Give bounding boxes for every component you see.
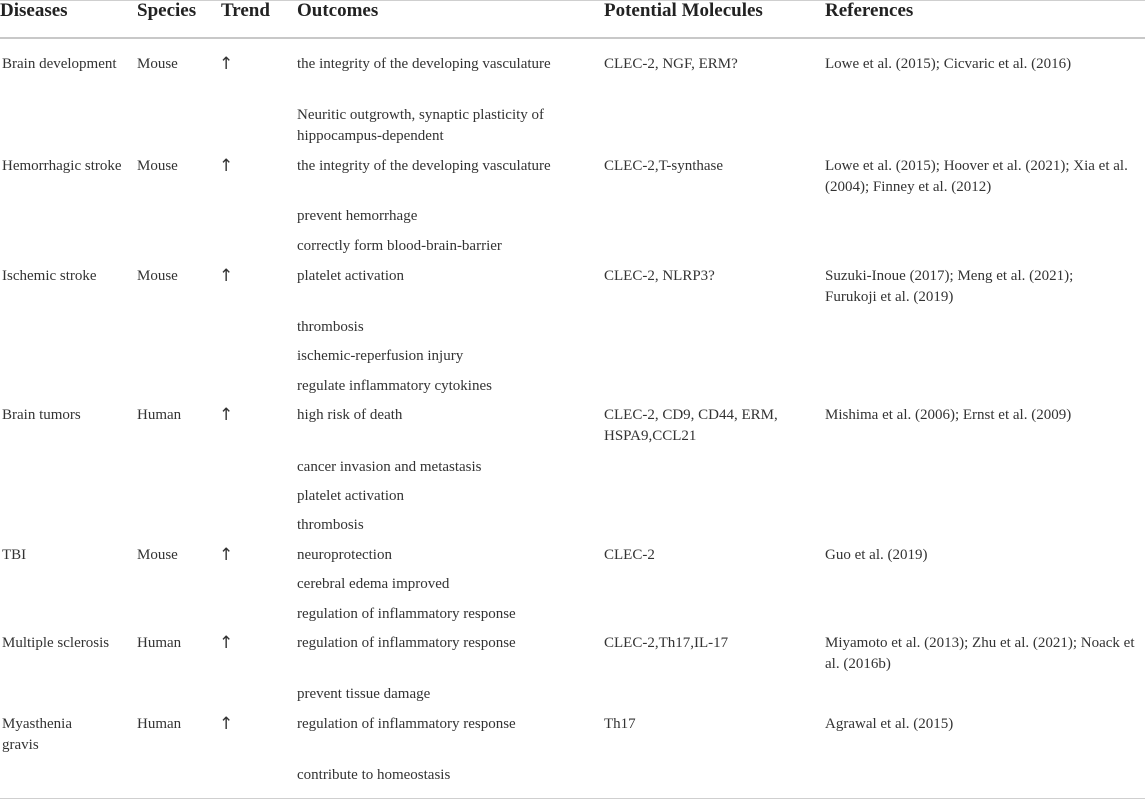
species-cell: Mouse — [137, 547, 178, 563]
header-potential-molecules: Potential Molecules — [604, 0, 763, 21]
header-references: References — [825, 0, 914, 21]
molecules-cell: CLEC-2, NGF, ERM? — [604, 56, 738, 72]
table-bottom-rule — [0, 798, 1145, 799]
outcome-item: platelet activation — [297, 488, 405, 504]
molecules-cell: CLEC-2 — [604, 547, 655, 563]
trend-up-icon: ↑ — [219, 714, 234, 734]
outcome-item: regulation of inflammatory response — [297, 606, 516, 622]
molecules-cell: CLEC-2, CD9, CD44, ERM, HSPA9,CCL21 — [604, 407, 778, 444]
molecules-cell: Th17 — [604, 716, 636, 732]
disease-cell: Multiple sclerosis — [2, 635, 110, 651]
trend-up-icon: ↑ — [219, 405, 234, 425]
trend-up-icon: ↑ — [219, 545, 234, 565]
header-species: Species — [137, 0, 197, 21]
outcome-item: thrombosis — [297, 319, 364, 335]
molecules-cell: CLEC-2,Th17,IL-17 — [604, 635, 729, 651]
outcome-item: neuroprotection — [297, 547, 392, 563]
species-cell: Human — [137, 716, 182, 732]
trend-up-icon: ↑ — [219, 54, 234, 74]
outcome-item: high risk of death — [297, 407, 403, 423]
disease-cell: Brain development — [2, 56, 117, 72]
species-cell: Mouse — [137, 56, 178, 72]
outcome-item: prevent hemorrhage — [297, 208, 418, 224]
header-trend: Trend — [221, 0, 270, 21]
references-cell: Suzuki-Inoue (2017); Meng et al. (2021); Furukoji et al. (2019) — [825, 268, 1074, 305]
references-cell: Lowe et al. (2015); Hoover et al. (2021); Xia et al. (2004); Finney et al. (2012) — [825, 158, 1128, 195]
disease-cell: Brain tumors — [2, 407, 81, 423]
outcome-item: cerebral edema improved — [297, 576, 450, 592]
header-diseases: Diseases — [0, 0, 68, 21]
outcome-item: thrombosis — [297, 517, 364, 533]
outcome-item: regulation of inflammatory response — [297, 635, 516, 651]
species-cell: Human — [137, 407, 182, 423]
references-cell: Guo et al. (2019) — [825, 547, 928, 563]
references-cell: Mishima et al. (2006); Ernst et al. (2009) — [825, 407, 1072, 423]
header-rule — [0, 37, 1145, 39]
outcome-item: prevent tissue damage — [297, 686, 431, 702]
species-cell: Human — [137, 635, 182, 651]
disease-cell: TBI — [2, 547, 27, 563]
outcome-item: contribute to homeostasis — [297, 767, 451, 783]
outcome-item: regulation of inflammatory response — [297, 716, 516, 732]
outcome-item: the integrity of the developing vasculature — [297, 56, 551, 72]
outcome-item: correctly form blood-brain-barrier — [297, 238, 502, 254]
molecules-cell: CLEC-2, NLRP3? — [604, 268, 715, 284]
trend-up-icon: ↑ — [219, 156, 234, 176]
outcome-item: cancer invasion and metastasis — [297, 459, 482, 475]
header-outcomes: Outcomes — [297, 0, 379, 21]
outcome-item: platelet activation — [297, 268, 405, 284]
outcome-item: Neuritic outgrowth, synaptic plasticity of hippocampus-dependent — [297, 107, 545, 144]
disease-cell: Hemorrhagic stroke — [2, 158, 122, 174]
disease-cell: Ischemic stroke — [2, 268, 97, 284]
species-cell: Mouse — [137, 158, 178, 174]
trend-up-icon: ↑ — [219, 633, 234, 653]
trend-up-icon: ↑ — [219, 266, 234, 286]
molecules-cell: CLEC-2,T-synthase — [604, 158, 724, 174]
disease-cell: Myasthenia gravis — [2, 716, 72, 753]
references-cell: Agrawal et al. (2015) — [825, 716, 954, 732]
outcome-item: ischemic-reperfusion injury — [297, 348, 464, 364]
references-cell: Lowe et al. (2015); Cicvaric et al. (2016) — [825, 56, 1072, 72]
outcome-item: the integrity of the developing vasculature — [297, 158, 551, 174]
outcome-item: regulate inflammatory cytokines — [297, 378, 492, 394]
references-cell: Miyamoto et al. (2013); Zhu et al. (2021); Noack et al. (2016b) — [825, 635, 1135, 672]
species-cell: Mouse — [137, 268, 178, 284]
